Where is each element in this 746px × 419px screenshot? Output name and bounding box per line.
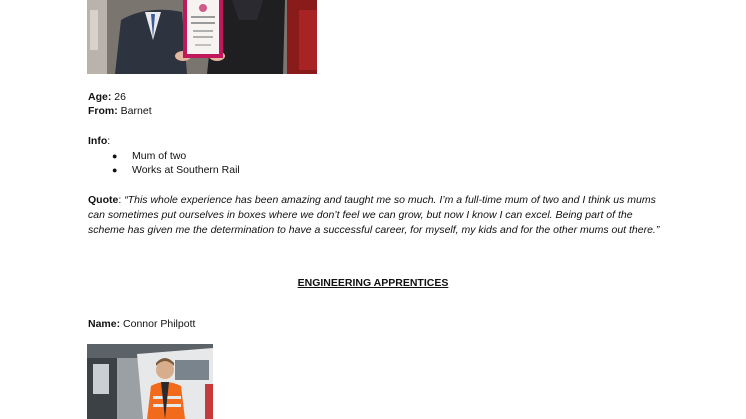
quote-paragraph [88,193,668,238]
info-line [88,134,110,148]
bullet-icon: ● [112,151,118,161]
bullet-icon: ● [112,165,118,175]
from-label: From: [88,105,118,117]
apprentice-photo [87,344,213,419]
quote-colon: : [118,194,125,206]
info-colon: : [107,135,111,147]
info-item: Mum of two [132,150,187,162]
apprentice-photo-illustration [87,344,213,419]
age-value: 26 [114,91,126,103]
name-label: Name: [88,318,121,330]
name-value: Connor Philpott [123,318,196,330]
award-photo [87,0,317,74]
age-line [88,90,126,104]
quote-label: Quote [88,194,119,206]
award-photo-illustration [87,0,317,74]
info-item: Works at Southern Rail [132,164,240,176]
quote-text: “This whole experience has been amazing and taught me so much. I’m a full-time mum of two and I think us mums can sometimes put ourselves in boxes where we don’t feel we can grow, but now I know I can excel. Being part of the scheme has given me the determination to have a successful career, for myself, my kids and for the other mums out there.” [88,194,660,236]
age-label: Age: [88,91,112,103]
from-line [88,104,152,118]
name-line [88,317,195,331]
from-value: Barnet [120,105,152,117]
section-heading: ENGINEERING APPRENTICES [297,277,449,289]
info-label: Info [88,135,108,147]
